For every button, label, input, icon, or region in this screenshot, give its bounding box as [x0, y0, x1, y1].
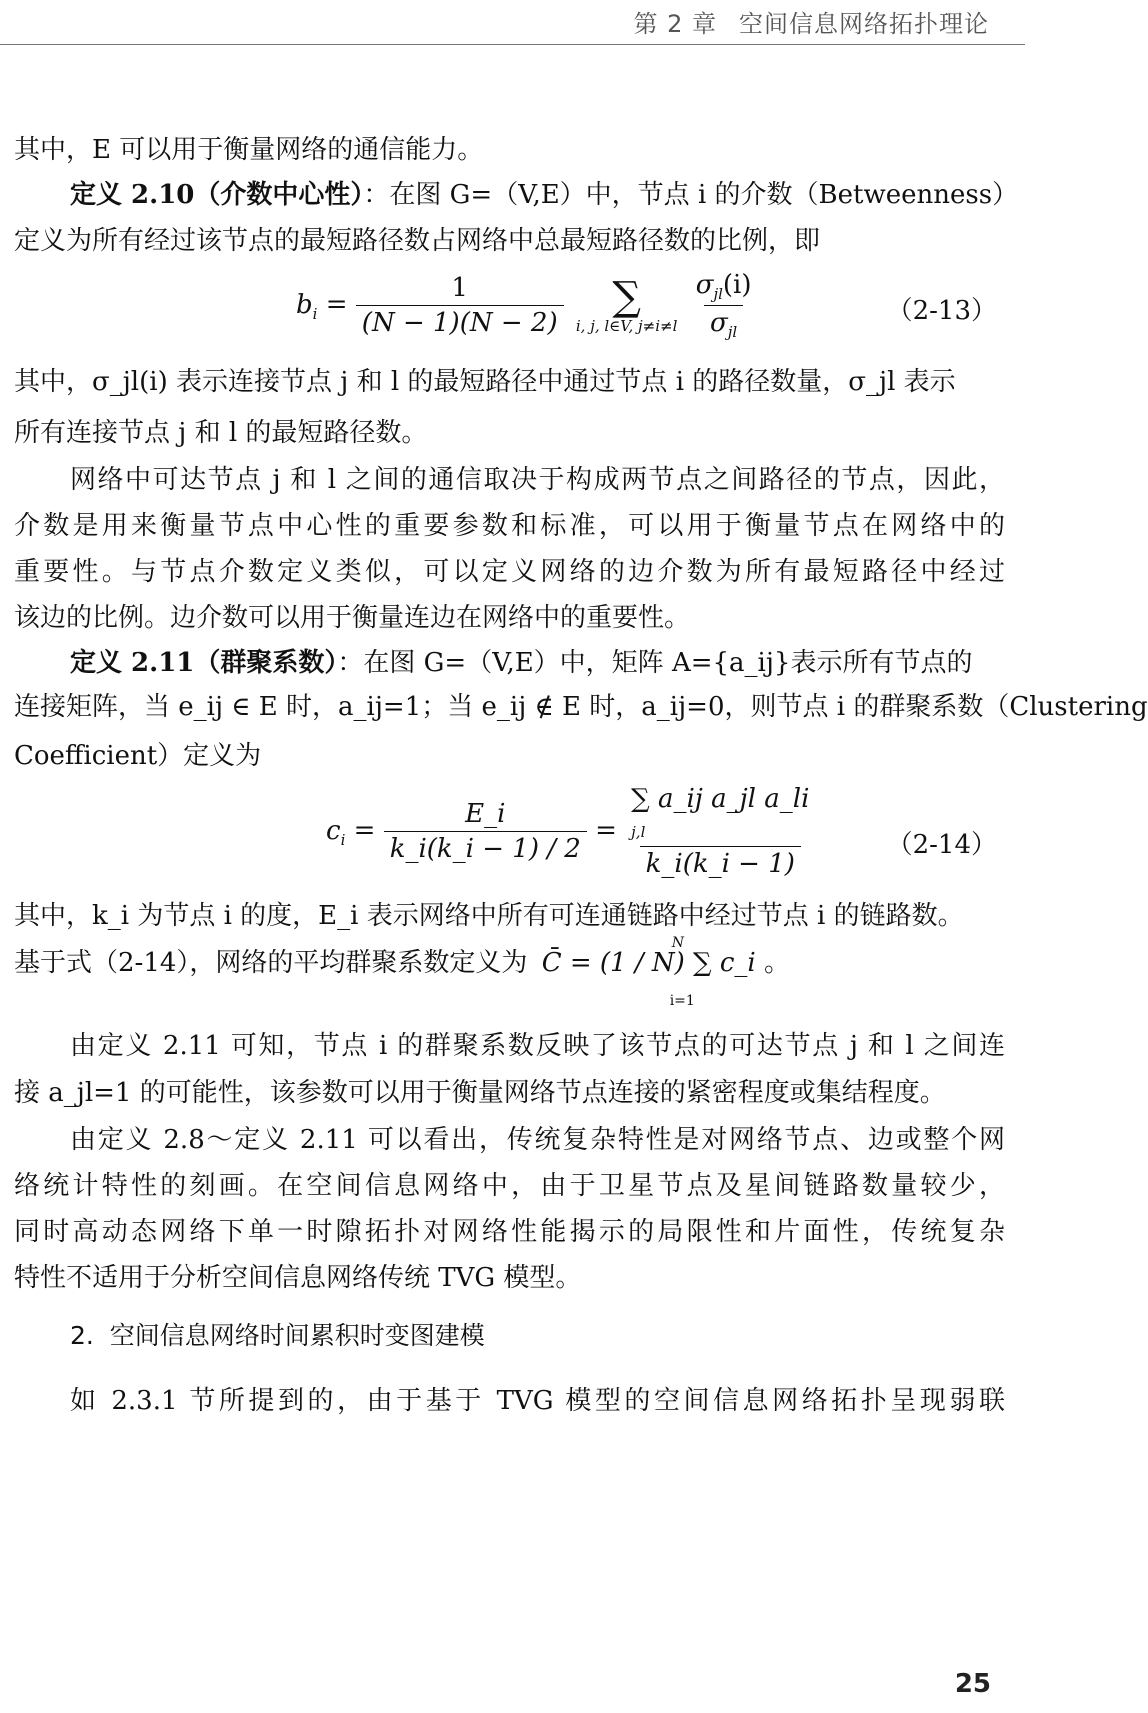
eq2-fraction2: ∑ a_ij a_jl a_li j,l k_i(k_i − 1) [631, 784, 810, 879]
eq2-fraction1: $\frac{E\_i}{k\_i(k\_i - 1) / 2}$ [384, 799, 587, 864]
def210-line2: 定义为所有经过该节点的最短路径数占网络中总最短路径数的比例，即 [14, 226, 821, 256]
def211-line2: 连接矩阵，当 e_ij ∈ E 时，a_ij=1；当 e_ij ∉ E 时，a_ij=0，则节点 i 的群聚系数（Clustering [14, 692, 1148, 722]
para3-line1: 网络中可达节点 j 和 l 之间的通信取决于构成两节点之间路径的节点，因此， [70, 465, 1005, 495]
eq1-fraction: $\frac{1}{(N - 1)(N - 2)}$ [356, 273, 564, 338]
para6-line1: 由定义 2.8～定义 2.11 可以看出，传统复杂特性是对网络节点、边或整个网 [70, 1125, 1005, 1155]
def211-line1 [70, 645, 1005, 681]
para6-line3: 同时高动态网络下单一时隙拓扑对网络性能揭示的局限性和片面性，传统复杂 [14, 1217, 1005, 1247]
avg-clustering-formula: C̄ = (1 / N) ∑ c_i N i=1 [541, 935, 756, 1009]
para6-line2: 络统计特性的刻画。在空间信息网络中，由于卫星节点及星间链路数量较少， [14, 1171, 1005, 1201]
header-rule [0, 44, 1025, 45]
section-heading [70, 1318, 485, 1354]
def211-label: 定义 2.11（群聚系数） [70, 648, 338, 678]
equation-number-2-14: （2-14） [886, 830, 997, 860]
para4-line2-suffix: 。 [764, 948, 791, 978]
para4-line2-prefix: 基于式（2-14），网络的平均群聚系数定义为 [14, 948, 528, 978]
running-header [633, 4, 989, 39]
para3-line4: 该边的比例。边介数可以用于衡量连边在网络中的重要性。 [14, 603, 691, 633]
para3-line2: 介数是用来衡量节点中心性的重要参数和标准，可以用于衡量节点在网络中的 [14, 511, 1005, 541]
para5-line1: 由定义 2.11 可知，节点 i 的群聚系数反映了该节点的可达节点 j 和 l 之间连 [70, 1031, 1005, 1061]
para7-line1: 如 2.3.1 节所提到的，由于基于 TVG 模型的空间信息网络拓扑呈现弱联 [70, 1386, 1005, 1416]
def211-text: ：在图 G=（V,E）中，矩阵 A={a_ij}表示所有节点的 [337, 648, 973, 678]
para5-line2: 接 a_jl=1 的可能性，该参数可以用于衡量网络节点连接的紧密程度或集结程度。 [14, 1078, 946, 1108]
header-title: 空间信息网络拓扑理论 [739, 10, 989, 38]
para1-line: 其中，E 可以用于衡量网络的通信能力。 [14, 135, 484, 165]
equation-2-14: $c_i$ = $\frac{E\_i}{k\_i(k\_i - 1) / 2}$ = ∑ a_ij a_jl a_li j,l k_i(k_i − 1) [326, 784, 815, 879]
para6-line4: 特性不适用于分析空间信息网络传统 TVG 模型。 [14, 1263, 582, 1293]
equation-2-13: $b_i$ = $\frac{1}{(N - 1)(N - 2)}$ ∑ i, j, l∈V, j≠i≠l $\frac{\sigma_{jl}(i)}{\sigma_{jl}}$ [296, 270, 758, 341]
eq2-lhs: $c_i$ [326, 815, 346, 849]
para2-line2: 所有连接节点 j 和 l 的最短路径数。 [14, 418, 428, 448]
def210-line1 [70, 177, 1019, 213]
header-chapter: 第 2 章 [633, 10, 717, 38]
equation-number-2-13: （2-13） [886, 296, 997, 326]
eq1-ratio: $\frac{\sigma_{jl}(i)}{\sigma_{jl}}$ [695, 270, 752, 342]
section-number: 2. [70, 1321, 94, 1350]
def210-label: 定义 2.10（介数中心性） [70, 180, 364, 210]
page-number: 25 [954, 1669, 991, 1699]
para2-line1: 其中，σ_jl(i) 表示连接节点 j 和 l 的最短路径中通过节点 i 的路径数量，σ_jl 表示 [14, 367, 956, 397]
eq1-sum: ∑ i, j, l∈V, j≠i≠l [575, 273, 678, 335]
section-title: 空间信息网络时间累积时变图建模 [109, 1321, 485, 1350]
def210-text: ：在图 G=（V,E）中，节点 i 的介数（Betweenness） [363, 180, 1019, 210]
para4-line2 [14, 935, 1005, 1009]
eq1-lhs: $b_i$ [296, 289, 318, 323]
para4-line1: 其中，k_i 为节点 i 的度，E_i 表示网络中所有可连通链路中经过节点 i 的链路数。 [14, 901, 964, 931]
def211-line3: Coefficient）定义为 [14, 741, 262, 771]
para3-line3: 重要性。与节点介数定义类似，可以定义网络的边介数为所有最短路径中经过 [14, 557, 1005, 587]
